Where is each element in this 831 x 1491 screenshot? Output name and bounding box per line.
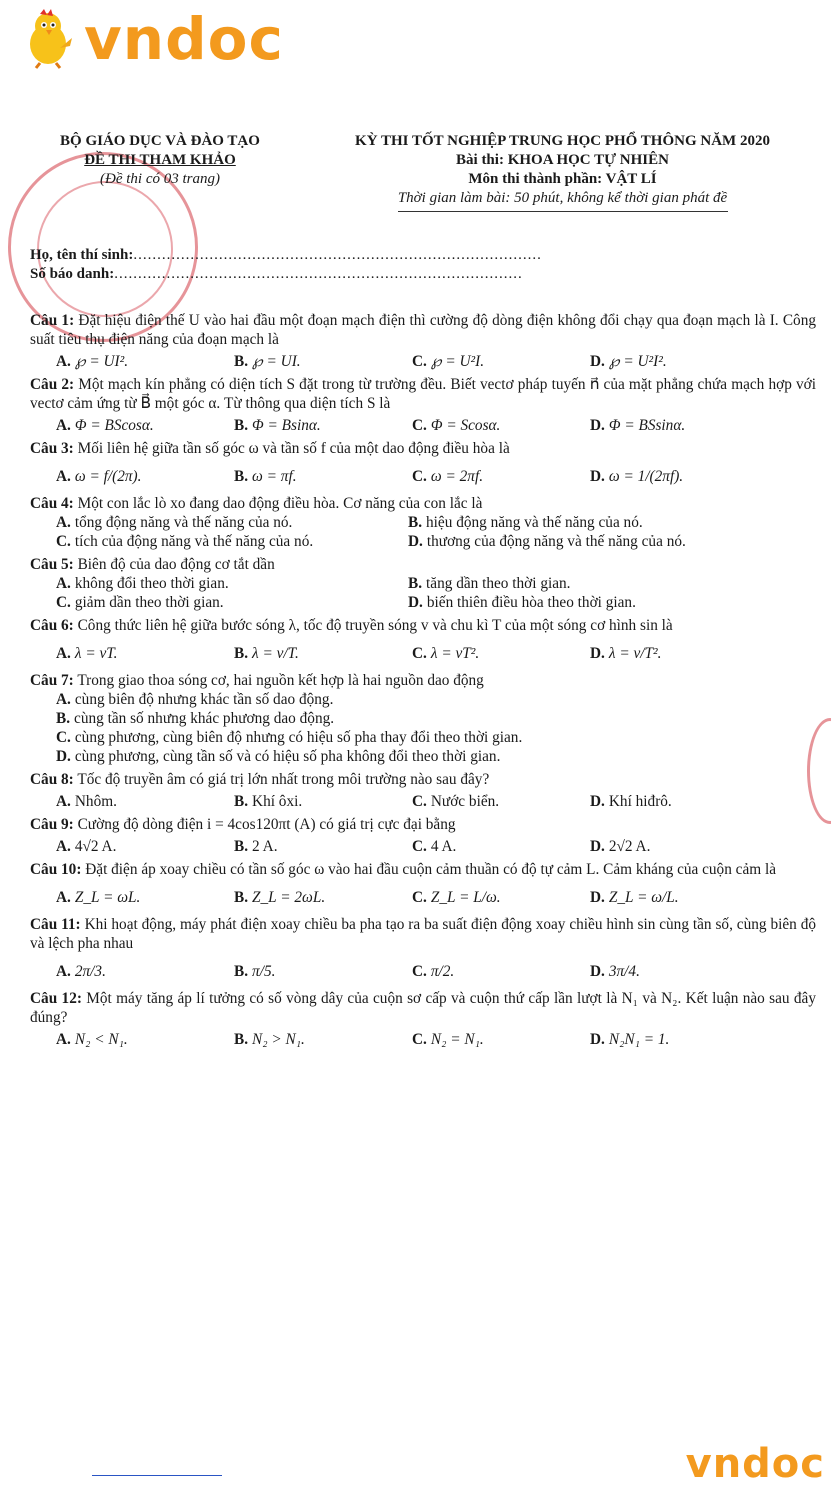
question-text: Trong giao thoa sóng cơ, hai nguồn kết hợp là hai nguồn dao động [77,672,484,689]
question-label: Câu 7: [30,672,74,689]
option-c: C. N₂ = N₁. [412,1031,484,1048]
option-a: A. Nhôm. [56,793,117,810]
option-a: A. ω = f/(2π). [56,468,142,485]
options [30,690,816,766]
option-b: B. hiệu động năng và thế năng của nó. [408,514,643,531]
question-label: Câu 6: [30,617,74,634]
option-b: B. ℘ = UI. [234,353,301,370]
ministry-name: BỘ GIÁO DỤC VÀ ĐÀO TẠO [60,133,260,149]
question-label: Câu 5: [30,556,74,573]
footer-link-underline[interactable] [92,1475,222,1476]
option-a: A. Φ = BScosα. [56,417,154,434]
question-4 [30,494,816,551]
question-label: Câu 12: [30,990,82,1007]
option-a: A. λ = vT. [56,645,118,662]
option-c: C. λ = vT². [412,645,480,662]
exam-title-block [305,132,820,212]
option-d: D. biến thiên điều hòa theo thời gian. [408,594,636,611]
exam-header [30,132,820,282]
ministry-block [30,132,290,189]
options [30,638,816,667]
test-name: Bài thi: KHOA HỌC TỰ NHIÊN [456,152,669,168]
question-label: Câu 3: [30,440,74,457]
question-8 [30,770,816,811]
question-text: Tốc độ truyền âm có giá trị lớn nhất trong môi trường nào sau đây? [77,771,490,788]
question-text: Khi hoạt động, máy phát điện xoay chiều ba pha tạo ra ba suất điện động xoay chiều hình sin cùng tần số, cùng biên độ và lệch pha nhau [30,916,816,952]
question-1 [30,311,816,371]
option-b: B. ω = πf. [234,468,297,485]
options [30,882,816,911]
question-9 [30,815,816,856]
option-a: A. cùng biên độ nhưng khác tần số dao động. [56,691,334,708]
question-label: Câu 11: [30,916,81,933]
option-b: B. N₂ > N₁. [234,1031,305,1048]
option-a: A. 4√2 A. [56,838,117,855]
subject: Môn thi thành phần: VẬT LÍ [468,171,657,187]
option-c: C. ℘ = U²I. [412,353,485,370]
candidate-info [30,246,542,284]
option-b: B. π/5. [234,963,276,980]
pages-note: (Đề thi có 03 trang) [100,171,220,187]
option-c: C. Φ = Scosα. [412,417,501,434]
options [30,792,816,811]
options [30,574,816,612]
question-5 [30,555,816,612]
question-text: Một con lắc lò xo đang dao động điều hòa. Cơ năng của con lắc là [77,495,483,512]
vndoc-logo-footer[interactable] [686,1439,825,1489]
option-b: B. Khí ôxi. [234,793,303,810]
name-label: Họ, tên thí sinh: [30,247,134,263]
question-text: Một mạch kín phẳng có diện tích S đặt trong từ trường đều. Biết vectơ pháp tuyến n⃗ của mặt phẳng chứa mạch hợp với vectơ cảm ứng từ B⃗ một góc α. Từ thông qua diện tích S là [30,376,816,412]
option-b: B. Z_L = 2ωL. [234,889,326,906]
id-field [30,265,542,284]
question-12 [30,989,816,1049]
chick-mascot-icon [18,8,80,70]
options [30,352,816,371]
option-d: D. Φ = BSsinα. [590,417,686,434]
name-dots: ...................................................................................... [133,247,542,263]
logo-text-footer: vndoc [685,1441,825,1487]
name-field [30,246,542,265]
exam-type: ĐỀ THI THAM KHẢO [84,152,236,168]
option-c: C. Z_L = L/ω. [412,889,501,906]
question-7 [30,671,816,766]
option-c: C. giảm dần theo thời gian. [56,594,224,611]
question-label: Câu 4: [30,495,74,512]
id-label: Số báo danh: [30,266,115,282]
question-text: Mối liên hệ giữa tần số góc ω và tần số f của một dao động điều hòa là [77,440,510,457]
options [30,956,816,985]
options [30,837,816,856]
id-dots: ...................................................................................... [114,266,523,282]
option-d: D. N₂N₁ = 1. [590,1031,670,1048]
option-b: B. Φ = Bsinα. [234,417,321,434]
question-text: Một máy tăng áp lí tưởng có số vòng dây của cuộn sơ cấp và cuộn thứ cấp lần lượt là N₁ và N₂. Kết luận nào sau đây đúng? [30,990,816,1026]
option-a: A. tổng động năng và thế năng của nó. [56,514,293,531]
exam-title: KỲ THI TỐT NGHIỆP TRUNG HỌC PHỔ THÔNG NĂM 2020 [355,133,770,149]
option-d: D. Khí hiđrô. [590,793,672,810]
option-c: C. tích của động năng và thế năng của nó. [56,533,314,550]
option-a: A. 2π/3. [56,963,106,980]
question-label: Câu 2: [30,376,75,393]
option-d: D. ℘ = U²I². [590,353,667,370]
question-11 [30,915,816,985]
option-b: B. tăng dần theo thời gian. [408,575,571,592]
question-6 [30,616,816,667]
option-d: D. λ = v/T². [590,645,662,662]
option-d: D. thương của động năng và thế năng của nó. [408,533,686,550]
question-3 [30,439,816,490]
option-b: B. cùng tần số nhưng khác phương dao động. [56,710,335,727]
question-label: Câu 1: [30,312,75,329]
question-2 [30,375,816,435]
option-c: C. cùng phương, cùng biên độ nhưng có hiệu số pha thay đổi theo thời gian. [56,729,523,746]
logo-text: vndoc [84,5,284,73]
option-d: D. cùng phương, cùng tần số và có hiệu số pha không đổi theo thời gian. [56,748,501,765]
option-a: A. ℘ = UI². [56,353,129,370]
question-text: Đặt điện áp xoay chiều có tần số góc ω vào hai đầu cuộn cảm thuần có độ tự cảm L. Cảm kháng của cuộn cảm là [85,861,777,878]
options [30,513,816,551]
option-a: A. Z_L = ωL. [56,889,141,906]
option-a: A. N₂ < N₁. [56,1031,128,1048]
question-text: Cường độ dòng điện i = 4cos120πt (A) có giá trị cực đại bằng [77,816,456,833]
option-c: C. 4 A. [412,838,457,855]
question-label: Câu 8: [30,771,74,788]
option-c: C. Nước biển. [412,793,500,810]
question-text: Đặt hiệu điện thế U vào hai đầu một đoạn mạch điện thì cường độ dòng điện không đổi chạy qua đoạn mạch là I. Công suất tiêu thụ điện năng của đoạn mạch là [30,312,817,348]
option-b: B. 2 A. [234,838,278,855]
option-d: D. 3π/4. [590,963,640,980]
option-d: D. ω = 1/(2πf). [590,468,684,485]
option-a: A. không đổi theo thời gian. [56,575,229,592]
options [30,461,816,490]
question-text: Công thức liên hệ giữa bước sóng λ, tốc độ truyền sóng v và chu kì T của một sóng cơ hình sin là [77,617,673,634]
title-divider [398,211,728,212]
vndoc-logo[interactable] [18,4,284,74]
question-label: Câu 9: [30,816,74,833]
option-d: D. 2√2 A. [590,838,651,855]
question-text: Biên độ của dao động cơ tắt dần [77,556,275,573]
options [30,1030,816,1049]
options [30,416,816,435]
option-c: C. π/2. [412,963,455,980]
question-10 [30,860,816,911]
option-b: B. λ = v/T. [234,645,299,662]
option-c: C. ω = 2πf. [412,468,484,485]
question-list [30,311,816,1053]
option-d: D. Z_L = ω/L. [590,889,679,906]
time-allowed: Thời gian làm bài: 50 phút, không kể thời gian phát đề [397,190,728,206]
question-label: Câu 10: [30,861,82,878]
